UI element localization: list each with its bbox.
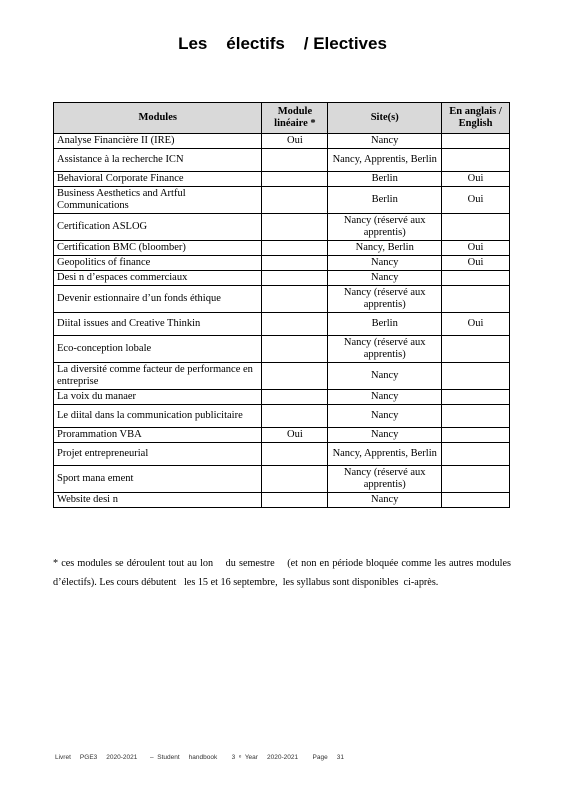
english-cell (442, 466, 510, 493)
english-cell: Oui (442, 172, 510, 187)
lineaire-cell (262, 390, 328, 405)
lineaire-cell (262, 336, 328, 363)
module-cell: Eco-conception lobale (54, 336, 262, 363)
module-cell: Certification BMC (bloomber) (54, 241, 262, 256)
table-row (54, 214, 510, 241)
site-cell: Nancy (réservé aux apprentis) (328, 286, 442, 313)
lineaire-cell (262, 493, 328, 508)
table-row (54, 405, 510, 428)
table-row (54, 149, 510, 172)
module-cell: Projet entrepreneurial (54, 443, 262, 466)
lineaire-cell (262, 313, 328, 336)
module-cell: Sport mana ement (54, 466, 262, 493)
site-cell: Nancy (réservé aux apprentis) (328, 214, 442, 241)
module-cell: Geopolitics of finance (54, 256, 262, 271)
header-english: En anglais / English (442, 103, 510, 134)
english-cell (442, 149, 510, 172)
lineaire-cell (262, 405, 328, 428)
lineaire-cell (262, 256, 328, 271)
table-row (54, 172, 510, 187)
site-cell: Nancy (328, 256, 442, 271)
module-cell: Business Aesthetics and Artful Communications (54, 187, 262, 214)
table-row (54, 363, 510, 390)
table-row (54, 390, 510, 405)
table-row (54, 466, 510, 493)
english-cell (442, 405, 510, 428)
lineaire-cell (262, 363, 328, 390)
lineaire-cell (262, 241, 328, 256)
table-row (54, 443, 510, 466)
table-row (54, 313, 510, 336)
english-cell: Oui (442, 313, 510, 336)
module-cell: Le diital dans la communication publicitaire (54, 405, 262, 428)
module-cell: Certification ASLOG (54, 214, 262, 241)
module-cell: Diital issues and Creative Thinkin (54, 313, 262, 336)
header-module-lineaire: Module linéaire * (262, 103, 328, 134)
table-row (54, 187, 510, 214)
table-row (54, 271, 510, 286)
header-modules: Modules (54, 103, 262, 134)
site-cell: Nancy (réservé aux apprentis) (328, 336, 442, 363)
site-cell: Nancy (réservé aux apprentis) (328, 466, 442, 493)
english-cell (442, 363, 510, 390)
english-cell (442, 493, 510, 508)
site-cell: Berlin (328, 187, 442, 214)
header-sites: Site(s) (328, 103, 442, 134)
site-cell: Nancy, Berlin (328, 241, 442, 256)
footnote: * ces modules se déroulent tout au lon du semestre (et non en période bloquée comme les autres modules d’électifs). Les cours débutent les 15 et 16 septembre, les syllabus sont disponibles ci-après. (53, 558, 514, 588)
lineaire-cell (262, 466, 328, 493)
table-row (54, 493, 510, 508)
site-cell: Berlin (328, 313, 442, 336)
lineaire-cell (262, 286, 328, 313)
module-cell: Assistance à la recherche ICN (54, 149, 262, 172)
english-cell (442, 428, 510, 443)
module-cell: Devenir estionnaire d’un fonds éthique (54, 286, 262, 313)
lineaire-cell (262, 443, 328, 466)
site-cell: Nancy (328, 428, 442, 443)
site-cell: Nancy (328, 363, 442, 390)
english-cell: Oui (442, 256, 510, 271)
table-row (54, 336, 510, 363)
english-cell (442, 271, 510, 286)
electives-table (53, 102, 510, 508)
lineaire-cell: Oui (262, 134, 328, 149)
module-cell: Analyse Financière II (IRE) (54, 134, 262, 149)
english-cell (442, 214, 510, 241)
site-cell: Nancy, Apprentis, Berlin (328, 443, 442, 466)
module-cell: La voix du manaer (54, 390, 262, 405)
site-cell: Nancy (328, 271, 442, 286)
english-cell: Oui (442, 187, 510, 214)
lineaire-cell (262, 187, 328, 214)
table-row (54, 256, 510, 271)
table-body (54, 134, 510, 508)
page-title: Les électifs / Electives (178, 34, 387, 53)
english-cell: Oui (442, 241, 510, 256)
english-cell (442, 443, 510, 466)
module-cell: La diversité comme facteur de performance en entreprise (54, 363, 262, 390)
module-cell: Desi n d’espaces commerciaux (54, 271, 262, 286)
table-row (54, 241, 510, 256)
module-cell: Behavioral Corporate Finance (54, 172, 262, 187)
table-header-row (54, 103, 510, 134)
site-cell: Nancy (328, 405, 442, 428)
site-cell: Nancy (328, 390, 442, 405)
module-cell: Website desi n (54, 493, 262, 508)
site-cell: Nancy, Apprentis, Berlin (328, 149, 442, 172)
english-cell (442, 336, 510, 363)
module-cell: Prorammation VBA (54, 428, 262, 443)
english-cell (442, 390, 510, 405)
site-cell: Nancy (328, 493, 442, 508)
site-cell: Berlin (328, 172, 442, 187)
table-row (54, 286, 510, 313)
site-cell: Nancy (328, 134, 442, 149)
table-row (54, 134, 510, 149)
english-cell (442, 286, 510, 313)
english-cell (442, 134, 510, 149)
lineaire-cell (262, 172, 328, 187)
lineaire-cell: Oui (262, 428, 328, 443)
page-footer: Livret PGE3 2020-2021 – Student handbook 3 ᵉ Year 2020-2021 Page 31 (55, 754, 344, 761)
lineaire-cell (262, 214, 328, 241)
lineaire-cell (262, 271, 328, 286)
lineaire-cell (262, 149, 328, 172)
table-row (54, 428, 510, 443)
